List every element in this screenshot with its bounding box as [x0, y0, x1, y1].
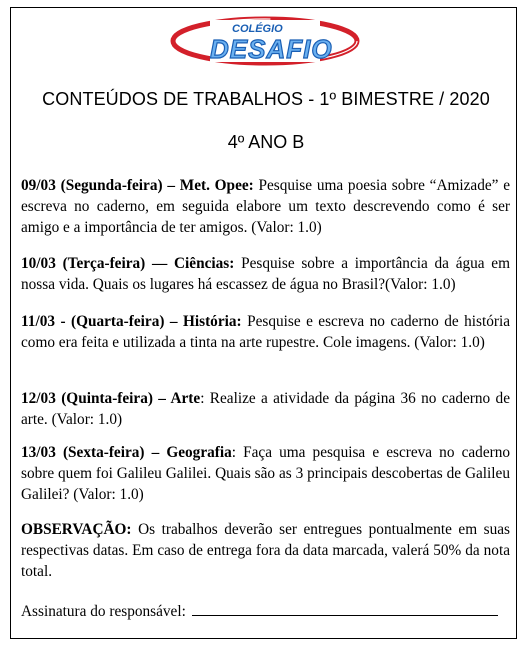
assignment-1-body: Pesquise uma poesia sobre “Amizade” e escreva no caderno, em seguida elabore um texto descrevendo como é ser amigo e a importância de ter amigos. (Valor: 1.0): [21, 177, 510, 236]
signature-label: Assinatura do responsável:: [21, 603, 186, 620]
colegio-desafio-logo: [170, 14, 360, 68]
assignment-4-body: : Realize a atividade da página 36 no caderno de arte. (Valor: 1.0): [21, 390, 510, 428]
assignment-5-body: : Faça uma pesquisa e escreva no caderno sobre quem foi Galileu Galilei. Quais são as 3 principais descobertas de Galileu Galilei? (Valor: 1.0): [21, 444, 510, 503]
signature-row: [21, 601, 511, 622]
assignment-1: [21, 175, 510, 238]
assignment-5: [21, 442, 510, 505]
assignment-4-heading: 12/03 (Quinta-feira) – Arte: [21, 390, 201, 407]
assignment-3-heading: 11/03 - (Quarta-feira) – História:: [21, 313, 242, 330]
observation-body: Os trabalhos deverão ser entregues pontualmente em suas respectivas datas. Em caso de entrega fora da data marcada, valerá 50% da nota total.: [21, 521, 510, 580]
observation-heading: OBSERVAÇÃO:: [21, 521, 132, 538]
class-name: 4º ANO B: [227, 132, 305, 152]
signature-line: [192, 601, 498, 616]
assignment-1-heading: 09/03 (Segunda-feira) – Met. Opee:: [21, 177, 254, 194]
assignment-2-body: Pesquise sobre a importância da água em nossa vida. Quais os lugares há escassez de água no Brasil?(Valor: 1.0): [21, 255, 510, 293]
assignment-3: [21, 311, 510, 353]
assignment-3-body: Pesquise e escreva no caderno de história como era feita e utilizada a tinta na arte rupestre. Cole imagens. (Valor: 1.0): [21, 313, 510, 351]
logo-top-text: COLÉGIO: [232, 23, 283, 35]
assignment-5-heading: 13/03 (Sexta-feira) – Geografia: [21, 444, 232, 461]
logo-main-text: DESAFIO: [210, 34, 333, 64]
observation-note: [21, 519, 510, 582]
page-title: CONTEÚDOS DE TRABALHOS - 1º BIMESTRE / 2020: [42, 89, 490, 109]
assignment-4: [21, 388, 510, 430]
assignment-2-heading: 10/03 (Terça-feira) — Ciências:: [21, 255, 235, 272]
assignment-2: [21, 253, 510, 295]
